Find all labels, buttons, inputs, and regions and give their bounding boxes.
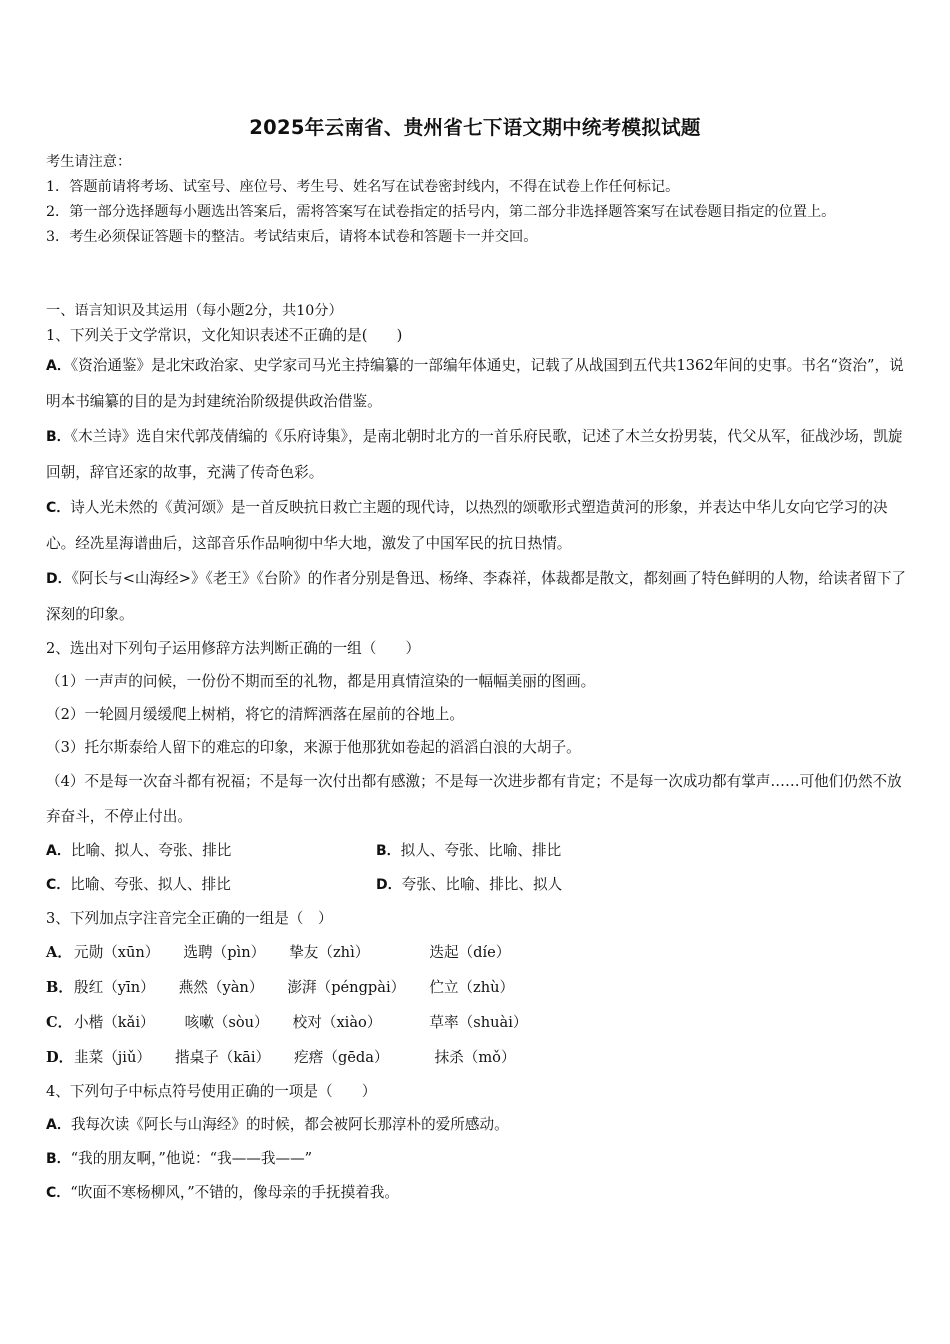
option-label: D． bbox=[46, 1049, 74, 1066]
q3-stem: 3、下列加点字注音完全正确的一组是（ ） bbox=[46, 910, 333, 927]
notice-item-1: 1．答题前请将考场、试室号、座位号、考生号、姓名写在试卷密封线内，不得在试卷上作任何标记。 bbox=[46, 179, 680, 195]
q2-options-row-2 bbox=[46, 868, 908, 902]
option-text: 比喻、夸张、拟人、排比 bbox=[70, 876, 231, 893]
q1-option-d bbox=[46, 561, 908, 632]
q2-sentence-1: （1）一声声的问候，一份份不期而至的礼物，都是用真情渲染的一幅幅美丽的图画。 bbox=[46, 673, 596, 690]
q1-stem: 1、下列关于文学常识，文化知识表述不正确的是( ) bbox=[46, 327, 403, 344]
pinyin-item: 咳嗽（sòu） bbox=[184, 1014, 269, 1031]
option-text: “吹面不寒杨柳风，”不错的，像母亲的手抚摸着我。 bbox=[70, 1184, 399, 1201]
pinyin-item: 燕然（yàn） bbox=[178, 979, 264, 996]
option-text: 拟人、夸张、比喻、排比 bbox=[400, 842, 562, 859]
q2-options-row-1 bbox=[46, 834, 908, 868]
option-label: C． bbox=[46, 1014, 73, 1031]
q2-option-d bbox=[376, 868, 706, 902]
pinyin-item: 草率（shuài） bbox=[429, 1014, 528, 1031]
option-label: B． bbox=[376, 843, 401, 859]
pinyin-item: 殷红（yīn） bbox=[74, 979, 155, 996]
q3-option-b bbox=[46, 970, 908, 1005]
option-label: D． bbox=[376, 877, 402, 893]
q2-option-a bbox=[46, 834, 376, 868]
pinyin-item: 小楷（kǎi） bbox=[74, 1014, 155, 1031]
notice-head: 考生请注意： bbox=[46, 154, 132, 170]
option-label: B． bbox=[46, 979, 73, 996]
pinyin-item: 元勋（xūn） bbox=[74, 944, 160, 961]
q4-option-c bbox=[46, 1176, 908, 1210]
q4-option-a bbox=[46, 1108, 908, 1142]
q1-option-c bbox=[46, 490, 908, 561]
option-label: A． bbox=[46, 843, 71, 859]
q2-sentence-4: （4）不是每一次奋斗都有祝福；不是每一次付出都有感激；不是每一次进步都有肯定；不是每一次成功都有掌声……可他们仍然不放弃奋斗，不停止付出。 bbox=[46, 773, 902, 825]
q3-option-c bbox=[46, 1005, 908, 1040]
q4-stem: 4、下列句子中标点符号使用正确的一项是（ ） bbox=[46, 1083, 377, 1100]
notice-item-2: 2．第一部分选择题每小题选出答案后，需将答案写在试卷指定的括号内，第二部分非选择题答案写在试卷题目指定的位置上。 bbox=[46, 204, 836, 220]
pinyin-item: 韭菜（jiǔ） bbox=[74, 1049, 151, 1066]
q1-option-b bbox=[46, 419, 908, 490]
pinyin-item: 校对（xiào） bbox=[292, 1014, 382, 1031]
option-label: C． bbox=[46, 877, 71, 893]
q2-stem: 2、选出对下列句子运用修辞方法判断正确的一组（ ） bbox=[46, 640, 421, 657]
option-text: 《资治通鉴》是北宋政治家、史学家司马光主持编纂的一部编年体通史，记载了从战国到五代共1362年间的史事。书名“资治”，说明本书编纂的目的是为封建统治阶级提供政治借鉴。 bbox=[46, 357, 904, 410]
q1-option-a bbox=[46, 348, 908, 419]
option-label: A． bbox=[46, 1117, 71, 1133]
option-label: D． bbox=[46, 571, 72, 587]
q3-option-d bbox=[46, 1040, 908, 1075]
option-text: 《阿长与<山海经>》《老王》《台阶》的作者分别是鲁迅、杨绛、李森祥，体裁都是散文，都刻画了特色鲜明的人物，给读者留下了深刻的印象。 bbox=[46, 570, 907, 623]
q2-sentence-3: （3）托尔斯泰给人留下的难忘的印象，来源于他那犹如卷起的滔滔白浪的大胡子。 bbox=[46, 739, 581, 756]
section-heading: 一、语言知识及其运用（每小题2分，共10分） bbox=[46, 303, 343, 319]
option-text: “我的朋友啊，”他说：“我——我——” bbox=[70, 1150, 313, 1167]
q4-option-b bbox=[46, 1142, 908, 1176]
option-text: 我每次读《阿长与山海经》的时候，都会被阿长那淳朴的爱所感动。 bbox=[70, 1116, 509, 1133]
option-label: B． bbox=[46, 1151, 71, 1167]
option-text: 比喻、拟人、夸张、排比 bbox=[70, 842, 232, 859]
questions-body bbox=[46, 324, 908, 1210]
pinyin-item: 澎湃（péngpài） bbox=[287, 979, 406, 996]
pinyin-item: 抹杀（mǒ） bbox=[434, 1049, 516, 1066]
q2-option-b bbox=[376, 834, 706, 868]
pinyin-item: 挚友（zhì） bbox=[289, 944, 370, 961]
q3-option-a bbox=[46, 935, 908, 970]
notice-item-3: 3．考生必须保证答题卡的整洁。考试结束后，请将本试卷和答题卡一并交回。 bbox=[46, 229, 538, 245]
pinyin-item: 揩桌子（kāi） bbox=[174, 1049, 271, 1066]
option-label: B． bbox=[46, 429, 71, 445]
notice-block bbox=[46, 150, 906, 250]
pinyin-item: 伫立（zhù） bbox=[429, 979, 515, 996]
option-label: C． bbox=[46, 500, 71, 516]
option-label: A． bbox=[46, 358, 71, 374]
q2-sentence-2: （2）一轮圆月缓缓爬上树梢，将它的清辉洒落在屋前的谷地上。 bbox=[46, 706, 464, 723]
q2-option-c bbox=[46, 868, 376, 902]
option-label: A． bbox=[46, 944, 72, 961]
pinyin-item: 迭起（díe） bbox=[429, 944, 511, 961]
option-text: 《木兰诗》选自宋代郭茂倩编的《乐府诗集》，是南北朝时北方的一首乐府民歌，记述了木兰女扮男装，代父从军，征战沙场，凯旋回朝，辞官还家的故事，充满了传奇色彩。 bbox=[46, 428, 903, 481]
page-title: 2025年云南省、贵州省七下语文期中统考模拟试题 bbox=[249, 116, 701, 139]
option-label: C． bbox=[46, 1185, 71, 1201]
option-text: 诗人光未然的《黄河颂》是一首反映抗日救亡主题的现代诗，以热烈的颂歌形式塑造黄河的形象，并表达中华儿女向它学习的决心。经冼星海谱曲后，这部音乐作品响彻中华大地，激发了中国军民的抗日热情。 bbox=[46, 499, 888, 552]
pinyin-item: 选聘（pìn） bbox=[183, 944, 266, 961]
option-text: 夸张、比喻、排比、拟人 bbox=[401, 876, 563, 893]
pinyin-item: 疙瘩（gēda） bbox=[294, 1049, 389, 1066]
